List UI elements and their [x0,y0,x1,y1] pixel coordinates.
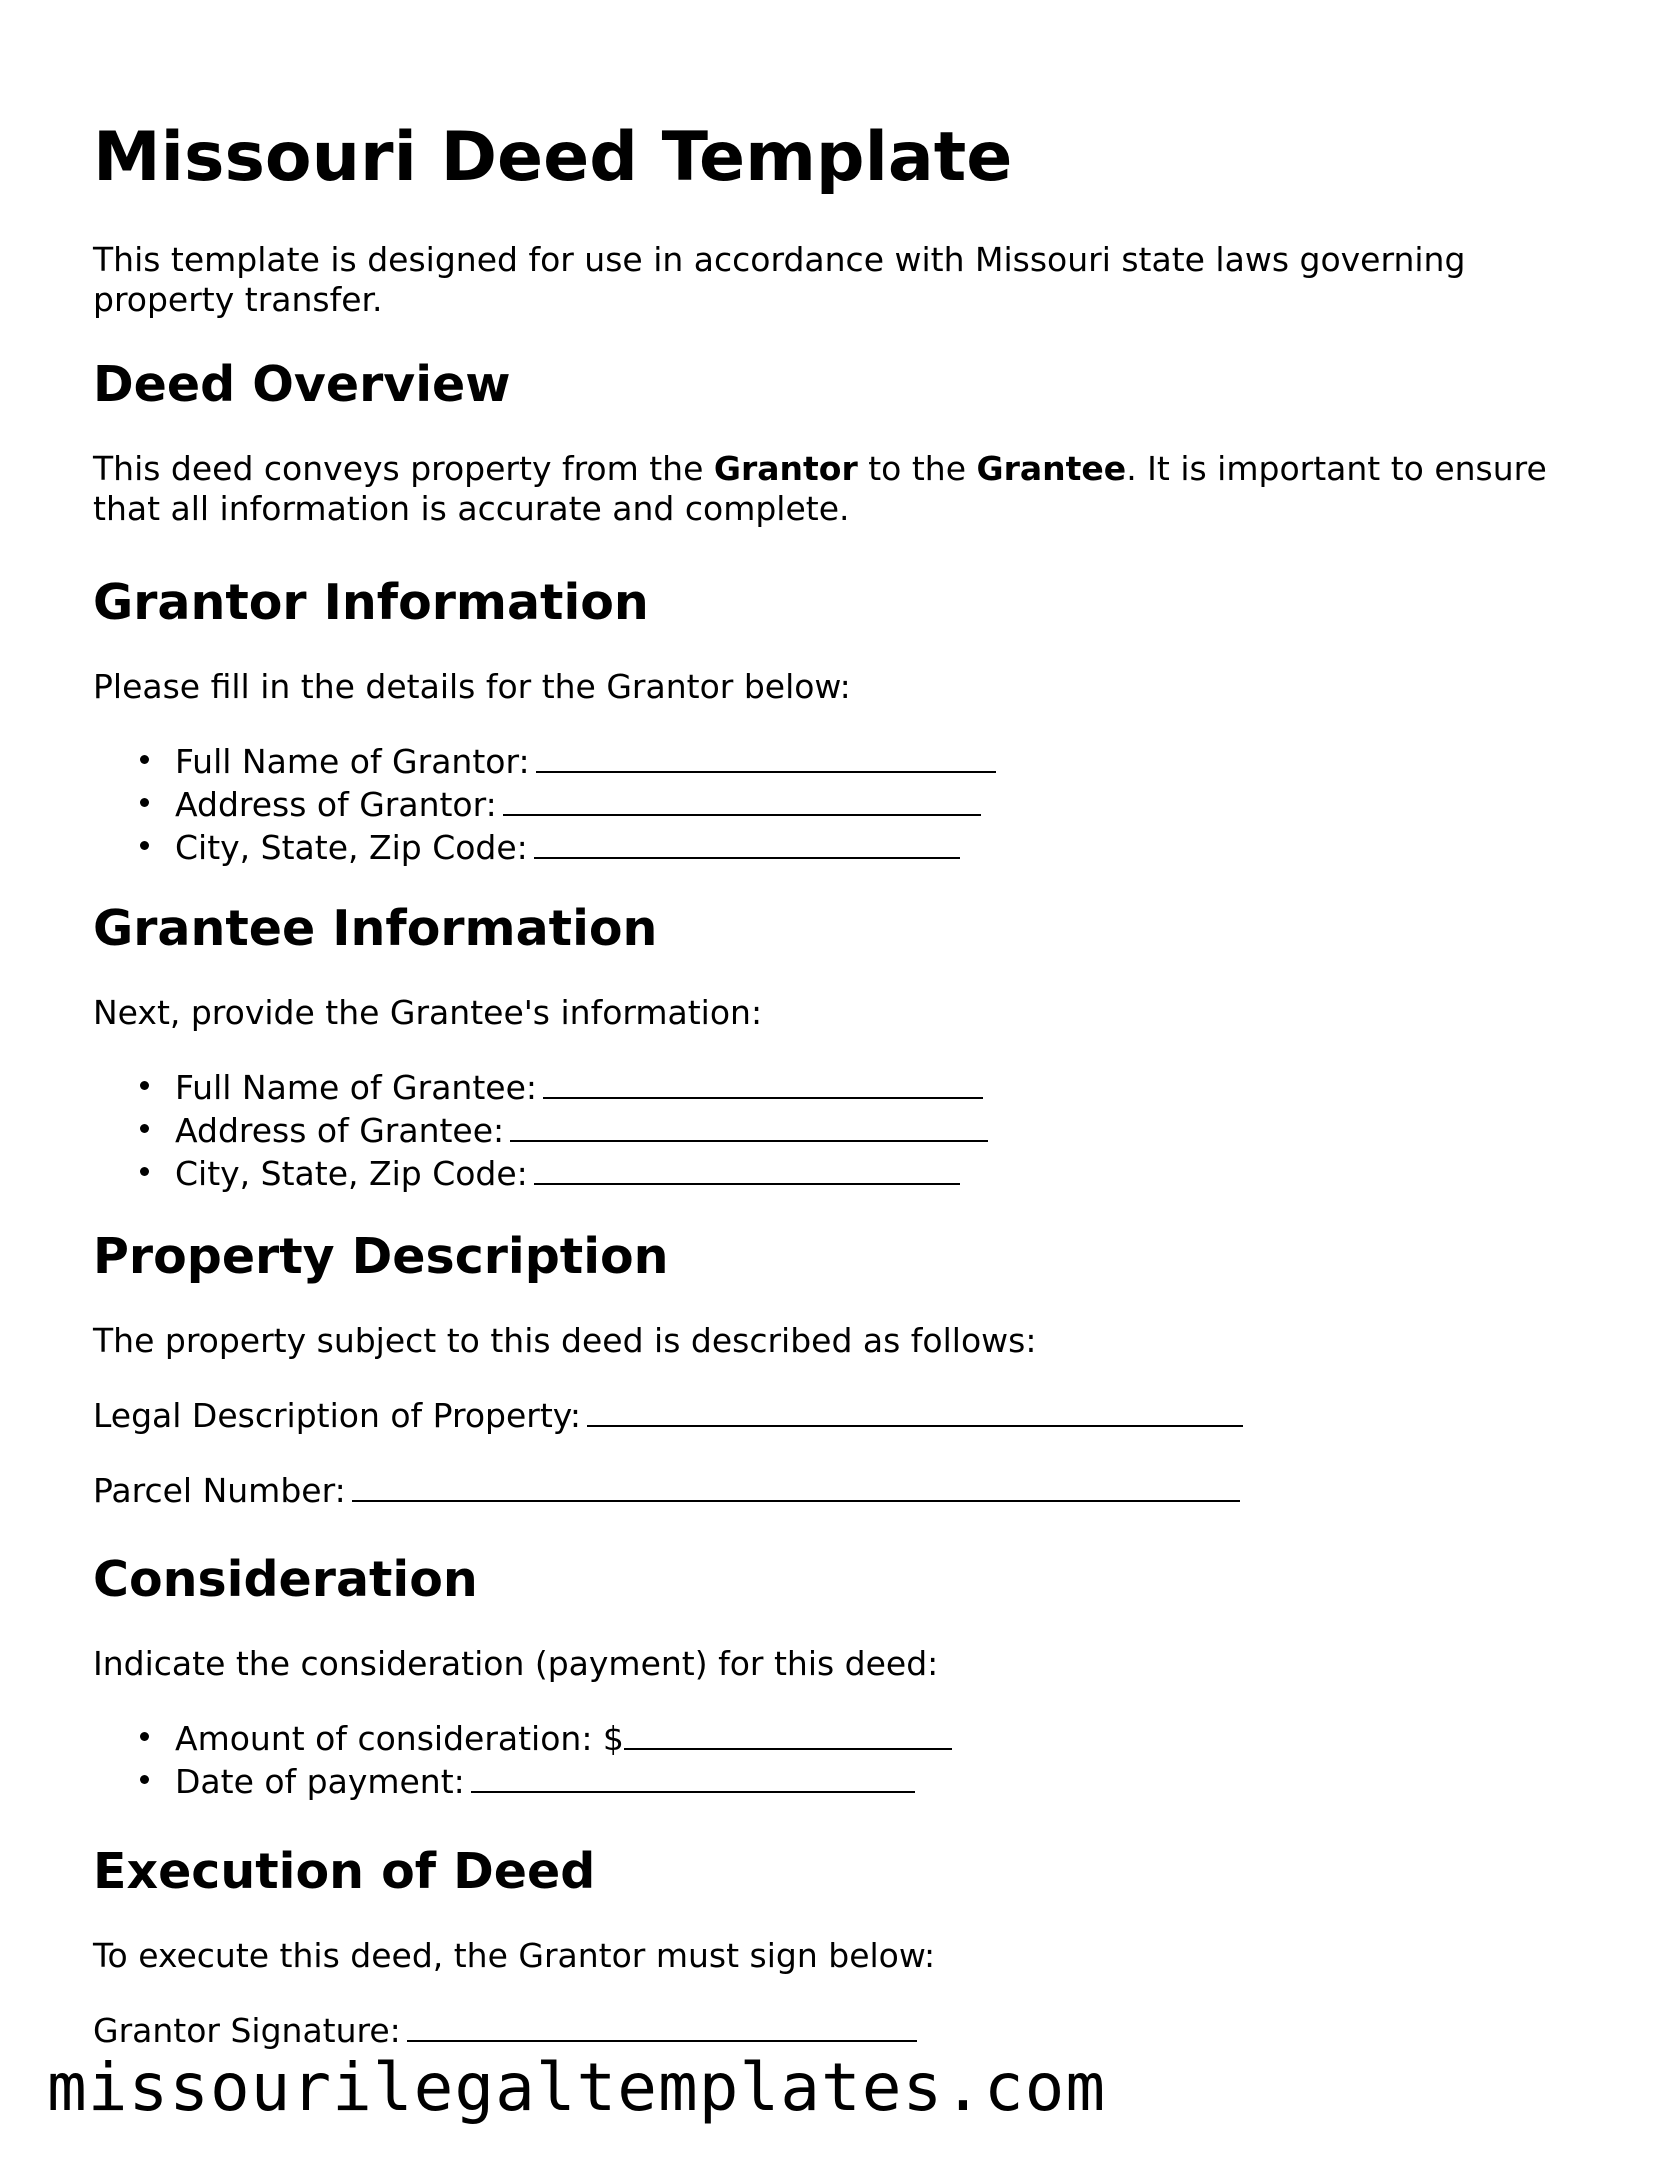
bullet-icon [140,1775,149,1784]
section-consideration [93,1550,1593,1802]
grantor-name-blank[interactable] [536,739,996,773]
list-item [93,1108,1593,1151]
site-watermark: missourilegaltemplates.com [47,2049,1107,2126]
bullet-icon [140,1081,149,1090]
consideration-instructions: Indicate the consideration (payment) for this deed: [93,1644,939,1683]
consideration-amount-blank[interactable] [624,1716,952,1750]
section-grantor-information [93,573,1593,868]
section-heading: Grantee Information [93,900,658,957]
grantee-instructions: Next, provide the Grantee's information: [93,993,763,1032]
consideration-field-list [93,1716,1593,1802]
bullet-icon [140,798,149,807]
bullet-icon [140,755,149,764]
grantor-signature-blank[interactable] [407,2008,917,2042]
section-heading: Consideration [93,1551,478,1608]
page-title: Missouri Deed Template [93,118,1013,197]
grantor-field-list [93,739,1593,868]
payment-date-blank[interactable] [471,1759,915,1793]
field-label: Date of payment: [175,1762,465,1801]
field-label: City, State, Zip Code: [175,1154,528,1193]
list-item [93,1716,1593,1759]
grantee-name-blank[interactable] [543,1065,983,1099]
field-label: Address of Grantor: [175,785,497,824]
section-execution-of-deed [93,1842,1593,2051]
overview-text: to the [857,449,977,488]
grantee-address-blank[interactable] [510,1108,988,1142]
section-heading: Grantor Information [93,574,649,631]
grantee-term: Grantee [976,449,1127,488]
parcel-number-blank[interactable] [352,1468,1240,1502]
list-item [93,1065,1593,1108]
intro-paragraph: This template is designed for use in accordance with Missouri state laws governing property transfer. [93,240,1466,319]
overview-text: This deed conveys property from the [93,449,714,488]
list-item [93,739,1593,782]
section-grantee-information [93,899,1593,1194]
bullet-icon [140,1124,149,1133]
overview-text: . It is important to ensure that all information is accurate and complete. [93,449,1547,528]
field-label: Full Name of Grantor: [175,742,530,781]
section-heading: Deed Overview [93,356,511,413]
grantor-address-blank[interactable] [503,782,981,816]
section-property-description [93,1227,1593,1511]
grantee-city-state-zip-blank[interactable] [534,1151,960,1185]
field-label: Full Name of Grantee: [175,1068,538,1107]
bullet-icon [140,841,149,850]
section-deed-overview [93,355,1593,529]
overview-paragraph [93,449,1593,529]
field-label: Grantor Signature: [93,2011,401,2050]
parcel-number-field [93,1468,1593,1511]
list-item [93,1759,1593,1802]
list-item [93,825,1593,868]
grantor-instructions: Please fill in the details for the Grantor below: [93,667,851,706]
section-heading: Property Description [93,1228,669,1285]
list-item [93,1151,1593,1194]
section-heading: Execution of Deed [93,1843,596,1900]
field-label: Parcel Number: [93,1471,346,1510]
list-item [93,782,1593,825]
grantor-city-state-zip-blank[interactable] [534,825,960,859]
execution-instructions: To execute this deed, the Grantor must sign below: [93,1936,936,1975]
bullet-icon [140,1167,149,1176]
grantor-term: Grantor [713,449,858,488]
field-label: Legal Description of Property: [93,1396,582,1435]
field-label: Address of Grantee: [175,1111,505,1150]
property-instructions: The property subject to this deed is described as follows: [93,1321,1037,1360]
bullet-icon [140,1732,149,1741]
field-label: City, State, Zip Code: [175,828,528,867]
field-label: Amount of consideration: $ [175,1719,624,1758]
legal-description-blank[interactable] [587,1393,1243,1427]
grantor-signature-field [93,2008,1593,2051]
legal-description-field [93,1393,1593,1436]
grantee-field-list [93,1065,1593,1194]
